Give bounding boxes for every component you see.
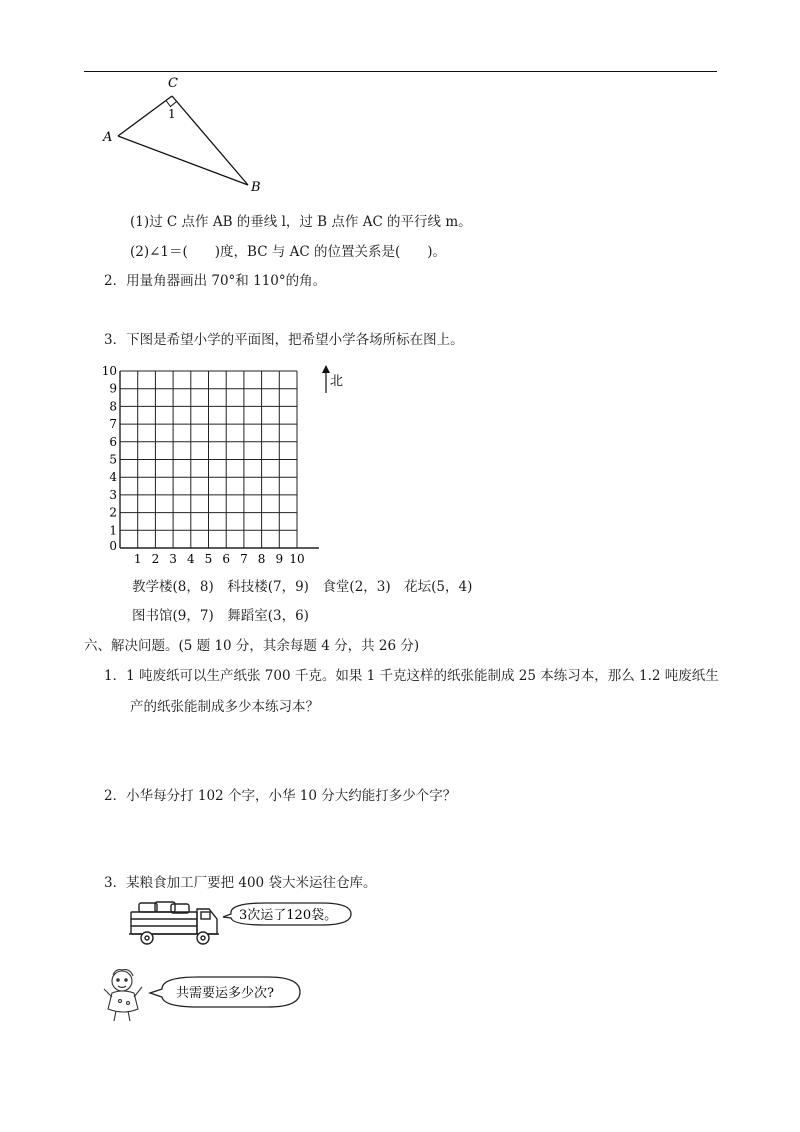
vertex-c-label: C: [168, 76, 178, 91]
child-icon: [104, 970, 142, 1021]
problem-1-line-2: 产的纸张能制成多少本练习本？: [130, 699, 319, 715]
y-tick-label: 2: [109, 505, 117, 520]
y-tick-label: 8: [109, 399, 117, 414]
problem-1-line-1: 1．1 吨废纸可以生产纸张 700 千克。如果 1 千克这样的纸张能制成 25 本练习本，那么 1.2 吨废纸生: [104, 668, 719, 684]
bubble-2-text: 共需要运多少次?: [176, 986, 274, 1001]
truck-illustration: [125, 897, 355, 955]
problem-3-text: 3．某粮食加工厂要把 400 袋大米运往仓库。: [104, 875, 377, 891]
side-ab: [118, 136, 248, 185]
q2-text: 2．用量角器画出 70°和 110°的角。: [104, 273, 327, 289]
grid-lines: [120, 371, 319, 548]
right-angle-mark: [166, 101, 177, 107]
x-tick-label: 3: [169, 552, 177, 566]
bubble-1-text: 3次运了120袋。: [239, 908, 338, 923]
triangle-figure: [95, 72, 275, 197]
x-tick-labels: [134, 552, 305, 566]
x-tick-label: 5: [204, 552, 213, 566]
places-line-1: 教学楼(8，8) 科技楼(7，9) 食堂(2，3) 花坛(5，4): [132, 579, 473, 595]
angle-1-label: 1: [168, 107, 176, 121]
y-tick-label: 1: [109, 523, 117, 538]
north-label: 北: [330, 374, 344, 389]
x-tick-label: 4: [186, 552, 195, 566]
school-plan-grid: [100, 360, 360, 570]
q3-text: 3．下图是希望小学的平面图，把希望小学各场所标在图上。: [104, 332, 464, 348]
problem-2-text: 2．小华每分打 102 个字，小华 10 分大约能打多少个字？: [104, 788, 457, 804]
q1-part1: (1)过 C 点作 AB 的垂线 l，过 B 点作 AC 的平行线 m。: [130, 214, 472, 230]
vertex-a-label: A: [103, 130, 113, 145]
y-tick-label: 3: [109, 487, 117, 502]
vertex-b-label: B: [251, 180, 261, 195]
x-tick-label: 9: [275, 552, 284, 566]
child-illustration: [100, 965, 325, 1023]
side-ac: [118, 96, 172, 136]
x-tick-label: 6: [222, 552, 231, 566]
x-tick-label: 8: [257, 552, 266, 566]
x-tick-label: 2: [151, 552, 160, 566]
y-tick-label: 4: [109, 470, 117, 485]
x-tick-label: 10: [289, 552, 305, 566]
y-tick-label: 10: [101, 364, 117, 378]
q1-part2: (2)∠1＝( )度，BC 与 AC 的位置关系是( )。: [130, 244, 447, 260]
y-tick-labels: [102, 364, 118, 553]
x-tick-label: 1: [133, 552, 142, 566]
places-line-2: 图书馆(9，7) 舞蹈室(3，6): [132, 608, 309, 624]
y-tick-label: 0: [109, 539, 117, 553]
section-6-heading: 六、解决问题。(5 题 10 分，其余每题 4 分，共 26 分): [84, 638, 420, 654]
x-tick-label: 7: [240, 552, 248, 566]
y-tick-label: 9: [109, 381, 117, 396]
north-arrow-icon: [322, 365, 330, 373]
y-tick-label: 5: [109, 452, 117, 467]
side-cb: [172, 96, 248, 185]
y-tick-label: 7: [109, 417, 117, 432]
truck-icon: [129, 902, 219, 944]
y-tick-label: 6: [109, 434, 117, 449]
